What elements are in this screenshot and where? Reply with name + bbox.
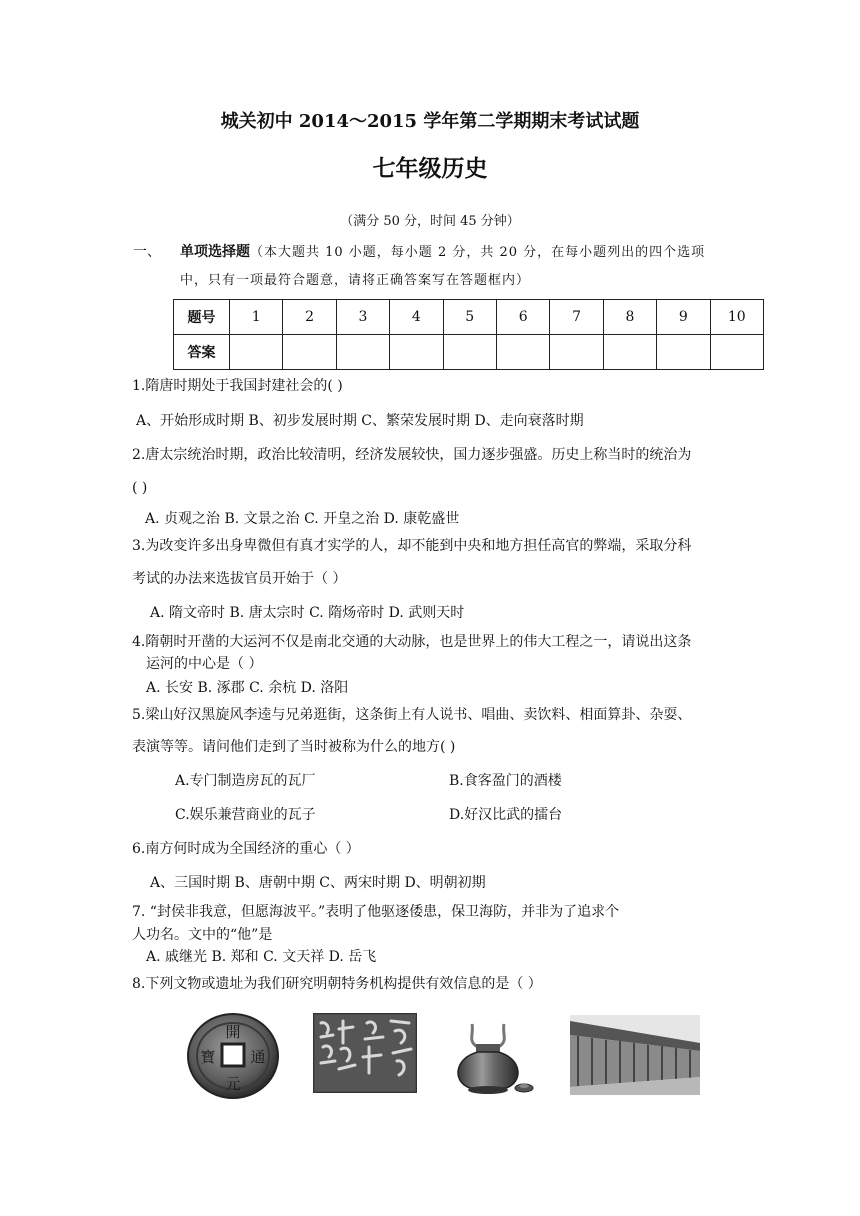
exam-title: 城关初中 2014～2015 学年第二学期期末考试试题 <box>220 111 640 132</box>
bronze-censer-image <box>440 1020 540 1096</box>
question-5-option-b: B.食客盈门的酒楼 <box>449 773 562 789</box>
question-5-option-d: D.好汉比武的擂台 <box>449 807 563 823</box>
question-3-stem: 3.为改变许多出身卑微但有真才实学的人，却不能到中央和地方担任高官的弊端，采取分科 <box>132 538 692 554</box>
question-8-stem: 8.下列文物或遗址为我们研究明朝特务机构提供有效信息的是（ ） <box>132 976 542 992</box>
table-cell: 10 <box>710 300 763 335</box>
question-5-stem: 5.梁山好汉黑旋风李逵与兄弟逛街，这条街上有人说书、唱曲、卖饮料、相面算卦、杂耍、 <box>132 707 692 723</box>
exam-info: （满分 50 分，时间 45 分钟） <box>340 214 520 229</box>
table-cell: 3 <box>336 300 389 335</box>
answer-cell[interactable] <box>390 335 443 370</box>
question-1-stem: 1.隋唐时期处于我国封建社会的( ) <box>132 378 343 394</box>
table-cell: 5 <box>443 300 496 335</box>
question-4-stem-cont: 运河的中心是（ ） <box>146 656 263 672</box>
coin-character-top: 開 <box>225 1023 241 1041</box>
question-4-stem: 4.隋朝时开凿的大运河不仅是南北交通的大动脉，也是世界上的伟大工程之一，请说出这条 <box>132 634 692 650</box>
answer-cell[interactable] <box>443 335 496 370</box>
answer-cell[interactable] <box>283 335 336 370</box>
table-cell: 2 <box>283 300 336 335</box>
table-row <box>174 335 764 370</box>
answer-cell[interactable] <box>710 335 763 370</box>
answer-cell[interactable] <box>603 335 656 370</box>
coin-character-right: 通 <box>250 1048 266 1066</box>
question-3-stem-cont: 考试的办法来选拔官员开始于（ ） <box>132 571 347 587</box>
section-name: 单项选择题 <box>180 244 250 260</box>
question-7-stem-cont: 人功名。文中的“他”是 <box>132 927 273 943</box>
table-cell: 7 <box>550 300 603 335</box>
answer-table <box>173 299 764 370</box>
row-label-answer: 答案 <box>174 335 230 370</box>
question-5-option-a: A.专门制造房瓦的瓦厂 <box>175 773 316 789</box>
coin-character-bottom: 元 <box>225 1075 241 1093</box>
question-7-options: A. 戚继光 B. 郑和 C. 文天祥 D. 岳飞 <box>146 949 377 965</box>
question-5-stem-cont: 表演等等。请问他们走到了当时被称为什么的地方( ) <box>132 739 456 755</box>
kaiyuan-coin-image <box>186 1013 280 1099</box>
seal-image <box>313 1013 417 1093</box>
question-6-stem: 6.南方何时成为全国经济的重心（ ） <box>132 841 360 857</box>
exam-subtitle: 七年级历史 <box>372 155 488 182</box>
question-2-stem-cont: ( ) <box>132 480 148 496</box>
table-row <box>174 300 764 335</box>
table-cell: 1 <box>230 300 283 335</box>
question-1-options: A、开始形成时期 B、初步发展时期 C、繁荣发展时期 D、走向衰落时期 <box>136 413 584 429</box>
question-4-options: A. 长安 B. 涿郡 C. 余杭 D. 洛阳 <box>146 680 349 696</box>
section-desc-1: （本大题共 10 小题，每小题 2 分，共 20 分，在每小题列出的四个选项 <box>250 245 706 260</box>
answer-cell[interactable] <box>336 335 389 370</box>
question-5-option-c: C.娱乐兼营商业的瓦子 <box>175 807 316 823</box>
section-desc-2: 中，只有一项最符合题意，请将正确答案写在答题框内） <box>180 273 531 288</box>
question-6-options: A、三国时期 B、唐朝中期 C、两宋时期 D、明朝初期 <box>150 875 486 891</box>
answer-cell[interactable] <box>230 335 283 370</box>
section-heading <box>180 243 705 262</box>
question-3-options: A. 隋文帝时 B. 唐太宗时 C. 隋炀帝时 D. 武则天时 <box>150 605 465 621</box>
answer-cell[interactable] <box>496 335 549 370</box>
coin-character-left: 寶 <box>200 1048 216 1066</box>
answer-cell[interactable] <box>657 335 710 370</box>
question-2-options: A. 贞观之治 B. 文景之治 C. 开皇之治 D. 康乾盛世 <box>145 511 460 527</box>
section-number: 一、 <box>133 244 161 260</box>
row-label-number: 题号 <box>174 300 230 335</box>
table-cell: 6 <box>496 300 549 335</box>
ming-corridor-image <box>570 1015 700 1095</box>
table-cell: 8 <box>603 300 656 335</box>
question-2-stem: 2.唐太宗统治时期，政治比较清明，经济发展较快，国力逐步强盛。历史上称当时的统治为 <box>132 447 692 463</box>
question-7-stem: 7. “封侯非我意，但愿海波平。”表明了他驱逐倭患，保卫海防，并非为了追求个 <box>132 904 620 920</box>
table-cell: 9 <box>657 300 710 335</box>
answer-cell[interactable] <box>550 335 603 370</box>
table-cell: 4 <box>390 300 443 335</box>
